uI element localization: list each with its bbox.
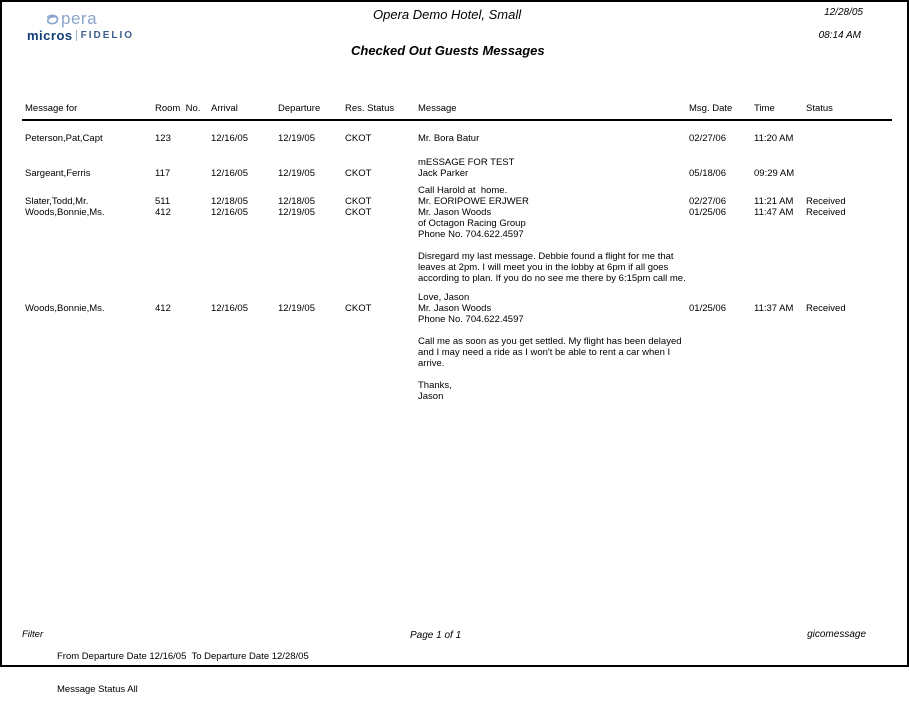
report-id: gicomessage (807, 629, 866, 640)
message-cell: Jason (418, 391, 444, 402)
departure-cell: 12/18/05 (278, 196, 315, 207)
opera-logo-text: pera (61, 9, 98, 28)
arrival-cell (211, 157, 278, 168)
micros-fidelio-logo (27, 28, 134, 43)
message-for-cell (22, 314, 155, 325)
filter-departure-range: From Departure Date 12/16/05 To Departure Date 12/28/05 (57, 651, 309, 662)
msg-date-cell (689, 262, 754, 273)
arrival-cell (211, 325, 278, 336)
table-row-message-line (22, 336, 892, 347)
status-cell: Received (806, 207, 846, 218)
time-cell (754, 336, 806, 347)
message-row-group (22, 207, 892, 284)
status-cell: Received (806, 303, 846, 314)
departure-cell (278, 229, 345, 240)
arrival-cell (211, 358, 278, 369)
col-header-message-for: Message for (25, 103, 78, 114)
arrival-cell (211, 347, 278, 358)
arrival-cell (211, 262, 278, 273)
departure-cell (278, 157, 345, 168)
departure-cell (278, 358, 345, 369)
arrival-cell: 12/16/05 (211, 303, 248, 314)
fidelio-logo-text: FIDELIO (80, 30, 135, 41)
table-row-message-line (22, 218, 892, 229)
time-cell: 11:37 AM (754, 303, 794, 314)
status-cell (806, 347, 892, 358)
message-cell: leaves at 2pm. I will meet you in the lobby at 6pm if all goes (418, 262, 669, 273)
room-no-cell: 412 (155, 303, 171, 314)
message-for-cell (22, 218, 155, 229)
room-no-cell: 123 (155, 133, 171, 144)
table-row-message-line (22, 185, 892, 196)
arrival-cell (211, 369, 278, 380)
table-row-main (22, 207, 892, 218)
table-row-message-line (22, 273, 892, 284)
table-row-message-line (22, 380, 892, 391)
col-header-time: Time (754, 103, 775, 114)
time-cell (754, 229, 806, 240)
table-row-message-line (22, 314, 892, 325)
message-for-cell: Slater,Todd,Mr. (25, 196, 89, 207)
message-for-cell (22, 369, 155, 380)
status-cell (806, 229, 892, 240)
status-cell (806, 251, 892, 262)
room-no-cell: 117 (155, 168, 171, 179)
status-cell: Received (806, 196, 846, 207)
res-status-cell (345, 157, 418, 168)
message-for-cell: Woods,Bonnie,Ms. (25, 207, 105, 218)
msg-date-cell (689, 380, 754, 391)
arrival-cell (211, 336, 278, 347)
table-row-message-line (22, 358, 892, 369)
time-cell: 11:21 AM (754, 196, 794, 207)
time-cell (754, 325, 806, 336)
table-row-message-line (22, 157, 892, 168)
room-no-cell (155, 262, 211, 273)
msg-date-cell (689, 358, 754, 369)
time-cell: 11:20 AM (754, 133, 794, 144)
col-header-arrival: Arrival (211, 103, 238, 114)
msg-date-cell (689, 218, 754, 229)
table-row-message-line (22, 251, 892, 262)
res-status-cell (345, 262, 418, 273)
message-cell (418, 325, 689, 336)
res-status-cell: CKOT (345, 303, 372, 314)
res-status-cell (345, 347, 418, 358)
msg-date-cell: 01/25/06 (689, 207, 726, 218)
msg-date-cell (689, 347, 754, 358)
arrival-cell (211, 273, 278, 284)
message-cell: Mr. Jason Woods (418, 207, 492, 218)
arrival-cell (211, 391, 278, 402)
departure-cell (278, 314, 345, 325)
time-cell (754, 218, 806, 229)
room-no-cell (155, 347, 211, 358)
room-no-cell: 412 (155, 207, 171, 218)
time-cell (754, 273, 806, 284)
arrival-cell (211, 251, 278, 262)
room-no-cell (155, 185, 211, 196)
message-cell: of Octagon Racing Group (418, 218, 526, 229)
departure-cell (278, 273, 345, 284)
res-status-cell (345, 369, 418, 380)
table-row-main (22, 168, 892, 179)
table-header-row (22, 103, 892, 121)
message-cell: Mr. EORIPOWE ERJWER (418, 196, 529, 207)
status-cell (806, 168, 892, 179)
print-time: 08:14 AM (818, 30, 861, 41)
opera-swirl-icon (45, 12, 60, 27)
departure-cell (278, 380, 345, 391)
message-for-cell (22, 229, 155, 240)
filter-message-status: Message Status All (57, 684, 138, 695)
message-cell: Jack Parker (418, 168, 469, 179)
res-status-cell (345, 185, 418, 196)
message-cell: according to plan. If you do no see me there by 6:15pm call me. (418, 273, 686, 284)
msg-date-cell: 02/27/06 (689, 196, 726, 207)
message-cell: Call Harold at home. (418, 185, 508, 196)
table-row-message-line (22, 325, 892, 336)
message-row-group (22, 292, 892, 402)
msg-date-cell (689, 369, 754, 380)
time-cell (754, 358, 806, 369)
res-status-cell (345, 229, 418, 240)
status-cell (806, 325, 892, 336)
message-cell: Love, Jason (418, 292, 470, 303)
logo-divider (76, 30, 77, 41)
table-row-main (22, 303, 892, 314)
message-for-cell (22, 336, 155, 347)
col-header-room-no: Room No. (155, 103, 201, 114)
room-no-cell (155, 314, 211, 325)
res-status-cell (345, 380, 418, 391)
time-cell (754, 391, 806, 402)
msg-date-cell (689, 314, 754, 325)
status-cell (806, 380, 892, 391)
message-for-cell (22, 292, 155, 303)
msg-date-cell: 02/27/06 (689, 133, 726, 144)
status-cell (806, 391, 892, 402)
msg-date-cell (689, 157, 754, 168)
arrival-cell: 12/16/05 (211, 133, 248, 144)
time-cell: 11:47 AM (754, 207, 794, 218)
message-cell (418, 369, 689, 380)
departure-cell (278, 251, 345, 262)
res-status-cell (345, 251, 418, 262)
status-cell (806, 369, 892, 380)
msg-date-cell (689, 325, 754, 336)
message-cell: Disregard my last message. Debbie found a flight for me that (418, 251, 674, 262)
msg-date-cell (689, 336, 754, 347)
report-table-body (22, 133, 892, 402)
departure-cell (278, 292, 345, 303)
message-cell (418, 240, 689, 251)
arrival-cell: 12/18/05 (211, 196, 248, 207)
departure-cell: 12/19/05 (278, 207, 315, 218)
micros-logo-text: micros (27, 28, 73, 43)
message-for-cell (22, 273, 155, 284)
time-cell (754, 380, 806, 391)
hotel-name: Opera Demo Hotel, Small (373, 7, 522, 22)
message-for-cell (22, 391, 155, 402)
arrival-cell (211, 292, 278, 303)
departure-cell (278, 369, 345, 380)
col-header-message: Message (418, 103, 457, 114)
status-cell (806, 240, 892, 251)
arrival-cell: 12/16/05 (211, 207, 248, 218)
message-for-cell (22, 358, 155, 369)
time-cell (754, 240, 806, 251)
message-cell: arrive. (418, 358, 445, 369)
msg-date-cell: 01/25/06 (689, 303, 726, 314)
arrival-cell (211, 380, 278, 391)
message-cell: and I may need a ride as I won't be able to rent a car when I (418, 347, 671, 358)
time-cell (754, 292, 806, 303)
departure-cell (278, 336, 345, 347)
res-status-cell (345, 314, 418, 325)
filter-values (57, 629, 309, 717)
res-status-cell (345, 292, 418, 303)
message-row-group (22, 185, 892, 207)
departure-cell: 12/19/05 (278, 168, 315, 179)
table-row-message-line (22, 347, 892, 358)
room-no-cell (155, 358, 211, 369)
col-header-departure: Departure (278, 103, 321, 114)
room-no-cell (155, 369, 211, 380)
filter-label: Filter (22, 629, 44, 640)
col-header-res-status: Res. Status (345, 103, 395, 114)
departure-cell (278, 240, 345, 251)
message-row-group (22, 157, 892, 179)
arrival-cell: 12/16/05 (211, 168, 248, 179)
res-status-cell (345, 325, 418, 336)
arrival-cell (211, 240, 278, 251)
table-row-message-line (22, 229, 892, 240)
message-for-cell (22, 380, 155, 391)
message-for-cell (22, 251, 155, 262)
message-for-cell (22, 325, 155, 336)
res-status-cell (345, 391, 418, 402)
time-cell (754, 157, 806, 168)
message-cell: Phone No. 704.622.4597 (418, 314, 524, 325)
message-for-cell: Woods,Bonnie,Ms. (25, 303, 105, 314)
message-cell: Mr. Jason Woods (418, 303, 492, 314)
room-no-cell (155, 325, 211, 336)
msg-date-cell (689, 391, 754, 402)
message-cell: Call me as soon as you get settled. My flight has been delayed (418, 336, 682, 347)
departure-cell (278, 185, 345, 196)
room-no-cell (155, 336, 211, 347)
col-header-msg-date: Msg. Date (689, 103, 733, 114)
room-no-cell (155, 391, 211, 402)
table-row-message-line (22, 391, 892, 402)
arrival-cell (211, 314, 278, 325)
arrival-cell (211, 229, 278, 240)
room-no-cell (155, 273, 211, 284)
opera-logo (45, 9, 97, 29)
res-status-cell (345, 336, 418, 347)
message-for-cell (22, 347, 155, 358)
room-no-cell (155, 229, 211, 240)
time-cell (754, 251, 806, 262)
msg-date-cell (689, 240, 754, 251)
msg-date-cell: 05/18/06 (689, 168, 726, 179)
message-for-cell (22, 157, 155, 168)
status-cell (806, 273, 892, 284)
room-no-cell: 511 (155, 196, 171, 207)
status-cell (806, 292, 892, 303)
departure-cell: 12/19/05 (278, 133, 315, 144)
message-cell: Thanks, (418, 380, 452, 391)
res-status-cell (345, 240, 418, 251)
status-cell (806, 336, 892, 347)
res-status-cell (345, 273, 418, 284)
room-no-cell (155, 240, 211, 251)
status-cell (806, 185, 892, 196)
res-status-cell: CKOT (345, 168, 372, 179)
status-cell (806, 157, 892, 168)
status-cell (806, 358, 892, 369)
messages-table (22, 103, 892, 402)
res-status-cell: CKOT (345, 207, 372, 218)
table-row-main (22, 133, 892, 144)
table-row-message-line (22, 369, 892, 380)
departure-cell (278, 391, 345, 402)
status-cell (806, 262, 892, 273)
res-status-cell: CKOT (345, 133, 372, 144)
res-status-cell: CKOT (345, 196, 372, 207)
msg-date-cell (689, 229, 754, 240)
table-row-main (22, 196, 892, 207)
message-for-cell: Sargeant,Ferris (25, 168, 91, 179)
status-cell (806, 218, 892, 229)
res-status-cell (345, 358, 418, 369)
room-no-cell (155, 380, 211, 391)
message-for-cell (22, 185, 155, 196)
departure-cell (278, 325, 345, 336)
room-no-cell (155, 251, 211, 262)
arrival-cell (211, 185, 278, 196)
msg-date-cell (689, 251, 754, 262)
room-no-cell (155, 218, 211, 229)
print-date: 12/28/05 (824, 7, 863, 18)
table-row-message-line (22, 262, 892, 273)
message-cell: mESSAGE FOR TEST (418, 157, 515, 168)
room-no-cell (155, 157, 211, 168)
time-cell (754, 185, 806, 196)
departure-cell: 12/19/05 (278, 303, 315, 314)
departure-cell (278, 347, 345, 358)
message-cell: Mr. Bora Batur (418, 133, 480, 144)
msg-date-cell (689, 292, 754, 303)
message-row-group (22, 133, 892, 144)
arrival-cell (211, 218, 278, 229)
departure-cell (278, 262, 345, 273)
time-cell (754, 369, 806, 380)
msg-date-cell (689, 185, 754, 196)
report-title: Checked Out Guests Messages (351, 43, 545, 58)
time-cell (754, 314, 806, 325)
status-cell (806, 314, 892, 325)
col-header-status: Status (806, 103, 833, 114)
time-cell (754, 262, 806, 273)
msg-date-cell (689, 273, 754, 284)
time-cell (754, 347, 806, 358)
res-status-cell (345, 218, 418, 229)
message-for-cell (22, 240, 155, 251)
departure-cell (278, 218, 345, 229)
time-cell: 09:29 AM (754, 168, 795, 179)
message-for-cell: Peterson,Pat,Capt (25, 133, 103, 144)
room-no-cell (155, 292, 211, 303)
page-number: Page 1 of 1 (410, 630, 462, 641)
table-row-message-line (22, 240, 892, 251)
message-for-cell (22, 262, 155, 273)
status-cell (806, 133, 892, 144)
table-row-message-line (22, 292, 892, 303)
message-cell: Phone No. 704.622.4597 (418, 229, 524, 240)
